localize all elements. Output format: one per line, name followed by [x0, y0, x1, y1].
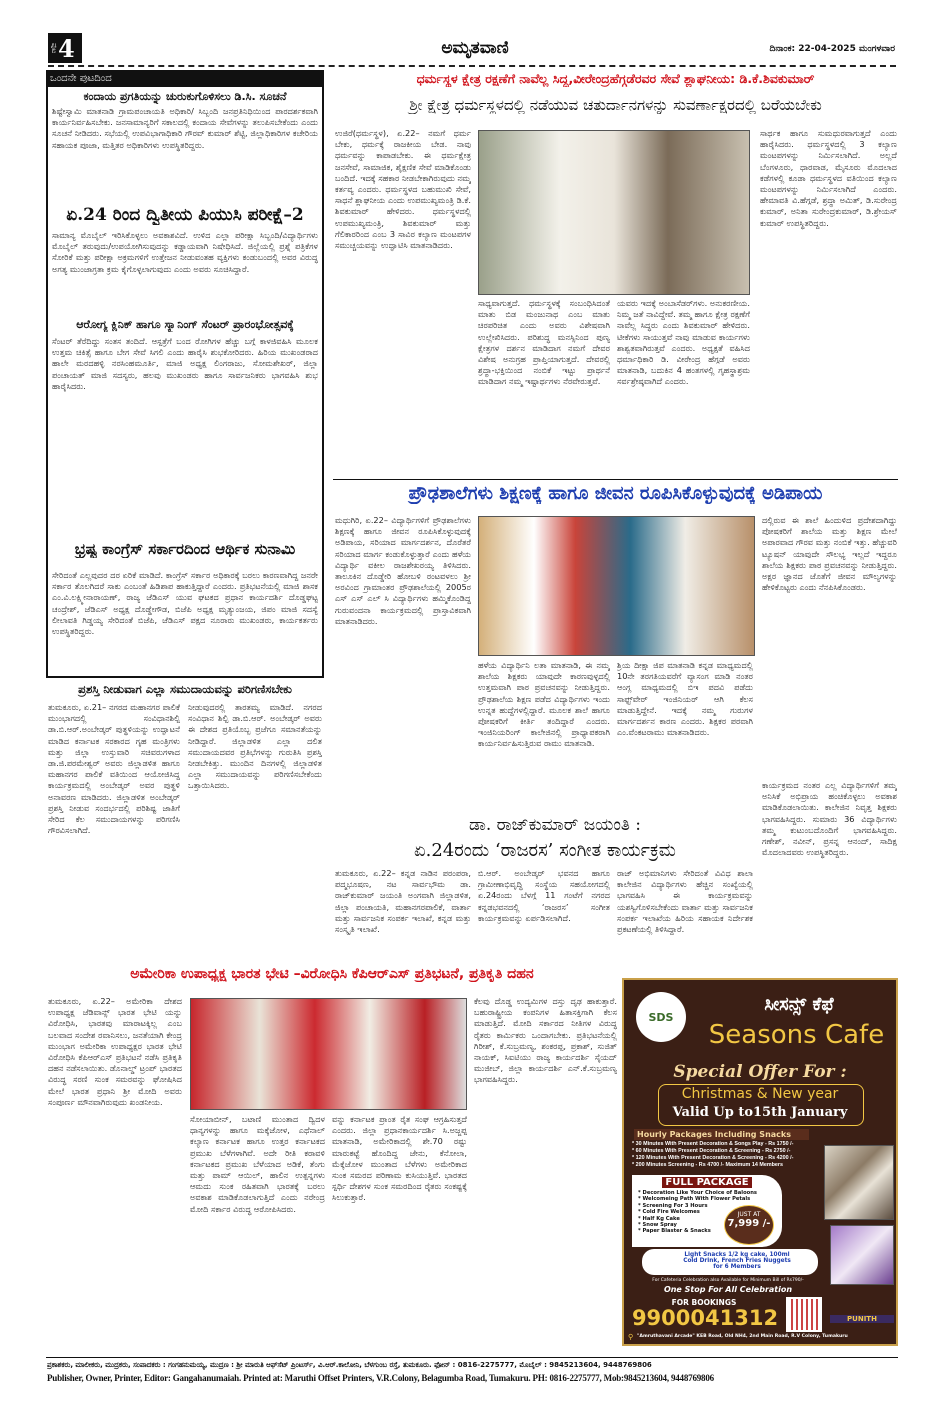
- price-badge: JUST AT 7,999 /-: [724, 1205, 774, 1245]
- bookings-label: FOR BOOKINGS: [671, 1298, 737, 1307]
- article-body: ನೀಡುವುದರಲ್ಲಿ ತಾರತಮ್ಯ ಮಾಡಿದೆ. ನಗರದ ಸಂವಿಧಾನ ಶಿಲ್ಪಿ ಡಾ.ಬಿ.ಆರ್. ಅಂಬೇಡ್ಕರ್ ಅವರು ಈ ದೇಶದ ಪ್ರತಿಯೊಬ್ಬ ಪ್ರಜೆಗೂ ಸಮಾನತೆಯನ್ನು ನೀಡಿದ್ದಾರೆ. ಜಿಲ್ಲಾಡಳಿತ ಎಲ್ಲಾ ದಲಿತ ಸಮುದಾಯದವರ ಪ್ರತಿಭೆಗಳನ್ನು ಗುರುತಿಸಿ ಪ್ರಶಸ್ತಿ ನೀಡಬೇಕಿತ್ತು. ಮುಂದಿನ ದಿನಗಳಲ್ಲಿ ಜಿಲ್ಲಾಡಳಿತ ಎಲ್ಲಾ ಸಮುದಾಯವನ್ನು ಪರಿಗಣಿಸಬೇಕೆಂದು ಒತ್ತಾಯಿಸಿದರು.: [188, 702, 322, 791]
- article-body: ಮಧುಗಿರಿ, ಏ.22– ವಿದ್ಯಾರ್ಥಿಗಳಿಗೆ ಪ್ರೌಢಶಾಲೆಗಳು ಶಿಕ್ಷಣಕ್ಕೆ ಹಾಗೂ ಜೀವನ ರೂಪಿಸಿಕೊಳ್ಳುವುದಕ್ಕೆ ಅಡಿಪಾಯ, ಸರಿಯಾದ ಮಾರ್ಗದರ್ಶನ, ದೊರೆತರೆ ಸರಿಯಾದ ಮಾರ್ಗ ಕಂಡುಕೊಳ್ಳುತ್ತಾರೆ ಎಂದು ಹಳೆಯ ವಿದ್ಯಾರ್ಥಿ ವಕೀಲ ರಾಜಶೇಖರಯ್ಯ ತಿಳಿಸಿದರು. ತಾಲೂಕಿನ ದೊಡ್ಡೇರಿ ಹೋಬಳಿ ರಂಟವಳಲು ಶ್ರೀ ಅರವಿಂದ ಗ್ರಾಮಾಂತರ ಪ್ರೌಢಶಾಲೆಯಲ್ಲಿ 2005ರ ಎಸ್ ಎಸ್ ಎಲ್ ಸಿ ವಿದ್ಯಾರ್ಥಿಗಳು ಹಮ್ಮಿಕೊಂಡಿದ್ದ ಗುರುವಂದನಾ ಕಾರ್ಯಕ್ರಮದಲ್ಲಿ ಪ್ರಾಸ್ತಾವಿಕವಾಗಿ ಮಾತನಾಡಿದರು.: [335, 515, 471, 626]
- hourly-title: Hourly Packages Including Snacks: [634, 1129, 809, 1140]
- address: "Amruthavani Arcade" KEB Road, Old NH4, 2nd Main Road, R.V Colony, Tumakuru: [637, 1334, 848, 1339]
- article-body: ದಲ್ಲಿರುವ ಈ ಶಾಲೆ ಹಿಂದುಳಿದ ಪ್ರದೇಶದಾಗಿದ್ದು ಪೋಷಕರಿಗೆ ಶಾಲೆಯ ಮತ್ತು ಶಿಕ್ಷಣ ಮೇಲೆ ಅಪಾರವಾದ ಗೌರವ ಮತ್ತು ನಂಬಿಕೆ ಇತ್ತು. ಹೆಚ್ಚುವರಿ ಟ್ಯೂಷನ್ ಯಾವುದೇ ಸೌಲಭ್ಯ ಇಲ್ಲದೆ ಇದ್ದರೂ ಶಾಲೆಯ ಶಿಕ್ಷಕರು ಪಾಠ ಪ್ರವಚನವನ್ನು ನೀಡುತ್ತಿದ್ದರು. ಅಕ್ಷರ ಜ್ಞಾನದ ಜೊತೆಗೆ ಜೀವನ ಮೌಲ್ಯಗಳನ್ನು ಹೇಳಿಕೊಟ್ಟರು ಎಂದು ನೆನಪಿಸಿಕೊಂಡರು.: [762, 515, 897, 593]
- raj-headline-2: ಏ.24ರಂದು ‘ರಾಜರಸ’ ಸಂಗೀತ ಕಾರ್ಯಕ್ರಮ: [414, 840, 676, 861]
- article-body: ಶ್ರಿಯ ದೀಕ್ಷಾ ಜಿಪ ಮಾತನಾಡಿ ಕನ್ನಡ ಮಾಧ್ಯಮದಲ್ಲಿ 10ನೇ ತರಗತಿಯವರೆಗೆ ವ್ಯಾಸಂಗ ಮಾಡಿ ನಂತರ ಆಂಗ್ಲ ಮಾಧ್ಯಮದಲ್ಲಿ ಬಿಇ ಪದವಿ ಪಡೆದು ಸಾಫ್ಟ್‌ವೇರ್ ಇಂಜಿನಿಯರ್ ಆಗಿ ಕೆಲಸ ಮಾಡುತ್ತಿದ್ದೇನೆ. ಇದಕ್ಕೆ ನಮ್ಮ ಗುರುಗಳ ಮಾರ್ಗದರ್ಶನ ಕಾರಣ ಎಂದರು. ಶಿಕ್ಷಕರ ಪರವಾಗಿ ಎಂ.ವೆಂಕಟರಾಮು ಮಾತನಾಡಿದರು.: [617, 660, 753, 738]
- snacks-box: Light Snacks 1/2 kg cake, 100ml Cold Drink, French Fries Nuggets for 6 Members: [642, 1249, 818, 1275]
- venue-photo: [824, 1145, 894, 1220]
- footer-kannada: ಪ್ರಕಾಶಕರು, ಮಾಲೀಕರು, ಮುದ್ರಕರು, ಸಂಪಾದಕರು : ಗಂಗಹನುಮಯ್ಯ, ಮುದ್ರಣ : ಶ್ರೀ ಮಾರುತಿ ಆಫ್‌ಸೆಟ್ ಪ್ರಿಂಟರ್ಸ್, ವಿ.ಆರ್.ಕಾಲೋನಿ, ಬೆಳಗುಂಬ ರಸ್ತೆ, ತುಮಕೂರು. ಫೋನ್ : 0816-2275777, ಮೊಬೈಲ್ : 9845213604, 9448769806: [47, 1361, 652, 1369]
- page-number: 4: [58, 33, 75, 63]
- headline: ಭ್ರಷ್ಟ ಕಾಂಗ್ರೆಸ್ ಸರ್ಕಾರದಿಂದ ಆರ್ಥಿಕ ಸುನಾಮಿ: [74, 540, 296, 558]
- page-number-box: [48, 33, 82, 63]
- usa-headline: ಅಮೇರಿಕಾ ಉಪಾಧ್ಯಕ್ಷ ಭಾರತ ಭೇಟಿ –ವಿರೋಧಿಸಿ ಕೆಪಿಆರ್‌ಎಸ್ ಪ್ರತಿಭಟನೆ, ಪ್ರತಿಕೃತಿ ದಹನ: [130, 966, 534, 982]
- lead-headline: ಧರ್ಮಸ್ಥಳ ಕ್ಷೇತ್ರ ರಕ್ಷಣೆಗೆ ನಾವೆಲ್ಲ ಸಿದ್ಧ,ವೀರೇಂದ್ರಹೆಗ್ಗಡೆರವರ ಸೇವೆ ಶ್ಲಾಘನೀಯ: ಡಿ.ಕೆ.ಶಿವಕುಮಾರ್: [416, 71, 815, 86]
- article-body: ಸೋಯಾಬೀನ್, ಬಟಾಣಿ ಮುಂತಾದ ದ್ವಿದಳ ಧಾನ್ಯಗಳನ್ನು ಹಾಗೂ ಮಕ್ಕೆಜೋಳ, ಎಥೆನಾಲ್ ಕಲ್ಯಾಣ ಕರ್ನಾಟಕ ಹಾಗೂ ಉತ್ತರ ಕರ್ನಾಟಕದ ಪ್ರಮುಖ ಬೆಳೆಗಳಾಗಿವೆ. ಅದೇ ರೀತಿ ಕರಾವಳಿ ಕರ್ನಾಟಕದ ಪ್ರಮುಖ ಬೆಳೆಯಾದ ಅಡಿಕೆ, ತೆಂಗು ಮತ್ತು ಪಾಮ್ ಆಯಿಲ್, ಹಾಲಿನ ಉತ್ಪನ್ನಗಳು ಆಮದು ಸುಂಕ ರಹಿತವಾಗಿ ಭಾರತಕ್ಕೆ ಬರಲು ಅವಕಾಶ ಮಾಡಿಕೊಡಲಾಗುತ್ತಿದೆ ಎಂದು ನರೇಂದ್ರ ಮೋದಿ ಸರ್ಕಾರ ವಿರುದ್ಧ ಆರೋಪಿಸಿದರು.: [190, 1114, 325, 1214]
- offer-title: Special Offer For :: [673, 1062, 847, 1082]
- full-package-title: FULL PACKAGE: [662, 1177, 752, 1188]
- cafe-logo: SDS: [636, 992, 686, 1042]
- article-body: ಯವರು ಇದಕ್ಕೆ ಅಂಬಾಸೆಡರ್‌ಗಳು. ಅನುಕರಣೀಯ. ನಿಮ್ಮ ಜತೆ ನಾವಿದ್ದೇವೆ. ತಮ್ಮ ಹಾಗೂ ಕ್ಷೇತ್ರ ರಕ್ಷಣೆಗೆ ನಾವೆಲ್ಲ ಸಿದ್ಧರು ಎಂದು ಶಿವಕುಮಾರ್ ಹೇಳಿದರು. ಟೀಕೆಗಳು ಸಾಯುತ್ತವೆ ನಾವು ಮಾಡುವ ಕಾರ್ಯಗಳು ಶಾಶ್ವತವಾಗಿರುತ್ತವೆ ಎಂದರು. ಅಧ್ಯಕ್ಷತೆ ವಹಿಸಿದ ಧರ್ಮಾಧಿಕಾರಿ ಡಿ. ವೀರೇಂದ್ರ ಹೆಗ್ಗಡೆ ಅವರು ಮಾತನಾಡಿ, ಬದುಕಿನ 4 ಹಂತಗಳಲ್ಲಿ ಗೃಹಸ್ಥಾಶ್ರಮ ಸರ್ವಶ್ರೇಷ್ಠವಾಗಿದೆ ಎಂದರು.: [617, 298, 750, 387]
- footer-divider: [46, 1357, 898, 1358]
- article-body: ಶಿಷ್ಟೇಸ್ವಾಮಿ ಮಾತನಾಡಿ ಗ್ರಾಮಪಂಚಾಯತಿ ಅಧಿಕಾರಿ/ ಸಿಬ್ಬಂದಿ ಜನಪ್ರತಿನಿಧಿಯಿಂದ ಪಾರದರ್ಶಕವಾಗಿ ಕಾರ್ಯನಿರ್ವಹಿಸಬೇಕು. ಜನಸಾಮಾನ್ಯರಿಗೆ ಸಕಾಲದಲ್ಲಿ ಕಂದಾಯ ಸೇವೆಗಳನ್ನು ತಲುಪಿಸಬೇಕೆಂದು ಎಂದು ಸೂಚನೆ ನೀಡಿದರು. ಸಭೆಯಲ್ಲಿ ಉಪವಿಭಾಗಾಧಿಕಾರಿ ಗೌರವ್ ಕುಮಾರ್ ಶೆಟ್ಟಿ, ಜಿಲ್ಲಾಧಿಕಾರಿಗಳ ಕಚೇರಿಯ ಸಹಾಯಕ ಪೂಜಾ, ಮತ್ತಿತರ ಅಧಿಕಾರಿಗಳು ಉಪಸ್ಥಿತರಿದ್ದರು.: [52, 106, 318, 150]
- protest-photo: [190, 998, 467, 1110]
- article-body: ತುಮಕೂರು, ಏ.22– ಅಮೇರಿಕಾ ದೇಶದ ಉಪಾಧ್ಯಕ್ಷ ಜೆಡಿವಾನ್ಸ್ ಭಾರತ ಭೇಟಿ ಯನ್ನು ವಿರೋಧಿಸಿ, ಭಾರತವು ಮಾರಾಟಕ್ಕಿಲ್ಲ ಎಂಬ ಬಲವಾದ ಸಂದೇಶ ರವಾನಿಸಲು, ಜನತೆಯಾಗಿ ಕೇಂದ್ರ ಮುಂಭಾಗ ಅಮೇರಿಕಾ ಉಪಾಧ್ಯಕ್ಷರ ಭಾರತ ಭೇಟಿ ವಿರೋಧಿಸಿ ಕೆಪಿಆರ್‌ಎಸ್ ಪ್ರತಿಭಟನೆ ನಡೆಸಿ ಪ್ರತಿಕೃತಿ ದಹನ ನಡೆಸಲಾಯಿತು. ಡೊನಾಲ್ಡ್ ಟ್ರಂಪ್ ಭಾರತದ ವಿರುದ್ಧ ಸರಣಿ ಸುಂಕ ಸಮರವನ್ನು ಘೋಷಿಸಿದ ಮೇಲೆ ಭಾರತ ಪ್ರಧಾನಿ ಶ್ರೀ ಮೋದಿ ಅವರು ಸಂಪೂರ್ಣ ಮೌನವಾಗಿರುವುದು ಖಂಡನೀಯ.: [48, 996, 182, 1107]
- article-body: ಸಾಮಾನ್ಯ ಮೊಬೈಲ್ ಇರಿಸಿಕೊಳ್ಳಲು ಅವಕಾಶವಿದೆ. ಉಳಿದ ಎಲ್ಲಾ ಪರೀಕ್ಷಾ ಸಿಬ್ಬಂದಿ/ವಿದ್ಯಾರ್ಥಿಗಳು ಮೊಬೈಲ್ ತರುವುದು/ಉಪಯೋಗಿಸುವುದನ್ನು ಕಡ್ಡಾಯವಾಗಿ ನಿಷೇಧಿಸಿದೆ. ಜಿಲ್ಲೆಯಲ್ಲಿ ಪ್ರಶ್ನೆ ಪತ್ರಿಕೆಗಳ ಸೋರಿಕೆ ಮತ್ತು ಪರೀಕ್ಷಾ ಅಕ್ರಮಗಳಿಗೆ ಉತ್ತೇಜನ ನೀಡುವಂತಹ ವ್ಯಕ್ತಿಗಳು ಕಂಡುಬಂದಲ್ಲಿ ಅವರ ವಿರುದ್ಧ ಅಗತ್ಯ ಮುಂಜಾಗ್ರತಾ ಕ್ರಮ ಕೈಗೊಳ್ಳಲಾಗುವುದು ಎಂದು ಅವರು ಸೂಚಿಸಿದ್ದಾರೆ.: [52, 230, 318, 274]
- school-photo: [478, 516, 755, 656]
- header-divider: [48, 65, 896, 67]
- qr-code[interactable]: [786, 1297, 822, 1332]
- article-body: ವನ್ನು ಕರ್ನಾಟಕ ಪ್ರಾಂತ ರೈತ ಸಂಘ ಆಗ್ರಹಿಸುತ್ತದೆ ಎಂದರು. ಜಿಲ್ಲಾ ಪ್ರಧಾನಕಾರ್ಯದರ್ಶಿ ಸಿ.ಅಜ್ಜಪ್ಪ ಮಾತನಾಡಿ, ಅಮೇರಿಕಾದಲ್ಲಿ ಶೇ.70 ರಷ್ಟು ಮಾರುಕಟ್ಟೆ ಹೊಂದಿದ್ದ ಜೇನು, ಕೆನೋಲಾ, ಮೆಕ್ಕೆಜೋಳ ಮುಂತಾದ ಬೆಳೆಗಳು ಅಮೇರಿಕಾದ ಸುಂಕ ಸಮರದ ಪರಿಣಾಮ ಕುಸಿಯುತ್ತಿವೆ. ಭಾರತದ ಸ್ಪರ್ಧಿ ದೇಶಗಳ ಸುಂಕ ಸಮರದಿಂದ ರೈತರು ಸಂಕಷ್ಟಕ್ಕೆ ಸಿಲುಕುತ್ತಾರೆ.: [332, 1114, 467, 1203]
- issue-date: ದಿನಾಂಕ: 22-04-2025 ಮಂಗಳವಾರ: [769, 44, 895, 54]
- raj-headline-1: ಡಾ. ರಾಜ್‌ಕುಮಾರ್ ಜಯಂತಿ :: [469, 815, 641, 835]
- location-icon: ⚲: [628, 1333, 634, 1341]
- tagline: One Stop For All Celebration: [663, 1285, 793, 1294]
- section-divider: [333, 479, 898, 480]
- headline: ಪ್ರಶಸ್ತಿ ನೀಡುವಾಗ ಎಲ್ಲಾ ಸಮುದಾಯವನ್ನು ಪರಿಗಣಿಸಬೇಕು: [78, 682, 292, 696]
- article-body: ಕಾರ್ಯಕ್ರಮದ ನಂತರ ಎಲ್ಲ ವಿದ್ಯಾರ್ಥಿಗಳಿಗೆ ತಮ್ಮ ಅನಿಸಿಕೆ ಅಭಿಪ್ರಾಯ ಹಂಚಿಕೊಳ್ಳಲು ಅವಕಾಶ ಮಾಡಿಕೊಡಲಾಯಿತು. ಕಾಲೇಜಿನ ನಿವೃತ್ತ ಶಿಕ್ಷಕರು ಭಾಗವಹಿಸಿದ್ದರು. ಸುಮಾರು 36 ವಿದ್ಯಾರ್ಥಿಗಳು ತಮ್ಮ ಕುಟುಂಬದೊಂದಿಗೆ ಭಾಗವಹಿಸಿದ್ದರು. ಗಣೇಶ್, ನವೀನ್, ಪ್ರಸನ್ನ ಆನಂದ್, ಸಾದಿಕ್ಷ ಮೊದಲಾದವರು ಉಪಸ್ಥಿತರಿದ್ದರು.: [762, 780, 897, 858]
- lead-subheadline: ಶ್ರೀ ಕ್ಷೇತ್ರ ಧರ್ಮಸ್ಥಳದಲ್ಲಿ ನಡೆಯುವ ಚತುರ್ದಾನಗಳನ್ನು ಸುವರ್ಣಾಕ್ಷರದಲ್ಲಿ ಬರೆಯಬೇಕು: [409, 96, 822, 114]
- headline: ಕಂದಾಯ ಪ್ರಗತಿಯನ್ನು ಚುರುಕುಗೊಳಿಸಲು ಡಿ.ಸಿ. ಸೂಚನೆ: [83, 90, 287, 103]
- school-headline: ಪ್ರೌಢಶಾಲೆಗಳು ಶಿಕ್ಷಣಕ್ಕೆ ಹಾಗೂ ಜೀವನ ರೂಪಿಸಿಕೊಳ್ಳುವುದಕ್ಕೆ ಅಡಿಪಾಯ: [408, 483, 823, 504]
- paper-name: ಅಮೃತವಾಣಿ: [441, 38, 509, 58]
- validity: Valid Up to15th January: [672, 1105, 848, 1120]
- full-package-list: * Decoration Like Your Choice of Baloons * Welcomeing Path With Flower Petals * Screening For 3 Hours * Cold Fire Welcomes * Half Kg Cake * Snow Spray * Paper Blaster & Snacks: [638, 1190, 757, 1235]
- article-body: ತುಮಕೂರು, ಏ.21– ನಗರದ ಮಹಾನಗರ ಪಾಲಿಕೆ ಮುಂಭಾಗದಲ್ಲಿ ಸಂವಿಧಾನಶಿಲ್ಪಿ ಡಾ.ಬಿ.ಆರ್.ಅಂಬೇಡ್ಕರ್ ಪುತ್ಥಳಿಯನ್ನು ಉದ್ಘಾಟನೆ ಮಾಡಿದ ಕರ್ನಾಟಕ ಸರಕಾರದ ಗೃಹ ಮಂತ್ರಿಗಳು ಮತ್ತು ಜಿಲ್ಲಾ ಉಸ್ತುವಾರಿ ಸಚಿವರುಗಳಾದ ಡಾ.ಜಿ.ಪರಮೇಶ್ವರ್ ಅವರು ಜಿಲ್ಲಾಡಳಿತ ಹಾಗೂ ಮಹಾನಗರ ಪಾಲಿಕೆ ವತಿಯಿಂದ ಆಯೋಜಿಸಿದ್ದ ಕಾರ್ಯಕ್ರಮದಲ್ಲಿ ಅಂಬೇಡ್ಕರ್ ಅವರ ಪುತ್ಥಳಿ ಅನಾವರಣ ಮಾಡಿದರು. ಜಿಲ್ಲಾಡಳಿತ ಅಂಬೇಡ್ಕರ್ ಪ್ರಶಸ್ತಿ ನೀಡುವ ಸಂದರ್ಭದಲ್ಲಿ ಪರಿಶಿಷ್ಟ ಜಾತಿಗೆ ಸೇರಿದ ಕೆಲ ಸಮುದಾಯಗಳನ್ನು ಪರಿಗಣಿಸಿ ಗೌರವಿಸಲಾಗಿದೆ.: [48, 702, 180, 836]
- headline: ಆರೋಗ್ಯ ಕ್ಲಿನಿಕ್ ಹಾಗೂ ಸ್ಕ್ಯಾನಿಂಗ್ ಸೆಂಟರ್ ಪ್ರಾರಂಭೋತ್ಸವಕ್ಕೆ: [76, 318, 294, 331]
- booking-phone[interactable]: 9900041312: [631, 1306, 779, 1330]
- photo-label: PUNITH: [830, 1315, 894, 1323]
- seasons-cafe-ad[interactable]: [622, 978, 898, 1346]
- article-body: ಸಾಧ್ಯವಾಗುತ್ತದೆ. ಧರ್ಮಸ್ಥಳಕ್ಕೆ ಸಂಬಂಧಿಸಿದಂತೆ ಮಾತು ಬಿಡ ಮಂಜುನಾಥ ಎಂಬ ಮಾತು ಚಿರಪರಿಚಿತ ಎಂದು ಅವರು ವಿಶೇಷವಾಗಿ ಉಲ್ಲೇಖಿಸಿದರು. ಪರಿಶುದ್ಧ ಮನಸ್ಸಿನಿಂದ ಪುಣ್ಯ ಕ್ಷೇತ್ರಗಳ ದರ್ಶನ ಮಾಡಿದಾಗ ನಮಗೆ ದೇವರ ವಿಶೇಷ ಅನುಗ್ರಹ ಪ್ರಾಪ್ತಿಯಾಗುತ್ತದೆ. ದೇವರಲ್ಲಿ ಶ್ರದ್ಧಾ-ಭಕ್ತಿಯಿಂದ ನಂಬಿಕೆ ಇಟ್ಟು ಪ್ರಾರ್ಥನೆ ಮಾಡಿದಾಗ ನಮ್ಮ ಇಷ್ಟಾರ್ಥಗಳು ನೆರವೇರುತ್ತವೆ.: [478, 298, 610, 387]
- article-body: ರಾಜ್ ಅಭಿಮಾನಿಗಳು ಸೇರಿದಂತೆ ವಿವಿಧ ಶಾಲಾ ಕಾಲೇಜಿನ ವಿದ್ಯಾರ್ಥಿಗಳು ಹೆಚ್ಚಿನ ಸಂಖ್ಯೆಯಲ್ಲಿ ಭಾಗವಹಿಸಿ ಈ ಕಾರ್ಯಕ್ರಮವನ್ನು ಯಶಸ್ವಿಗೊಳಿಸಬೇಕೆಂದು ವಾರ್ತಾ ಮತ್ತು ಸಾರ್ವಜನಿಕ ಸಂಪರ್ಕ ಇಲಾಖೆಯ ಹಿರಿಯ ಸಹಾಯಕ ನಿರ್ದೇಶಕ ಪ್ರಕಟಣೆಯಲ್ಲಿ ತಿಳಿಸಿದ್ದಾರೆ.: [617, 868, 753, 935]
- balloon-photo: [830, 1225, 894, 1285]
- article-body: ಸಾರ್ಥಕ ಹಾಗೂ ಸುಮಧುರವಾಗುತ್ತದೆ ಎಂದು ಹಾರೈಸಿದರು. ಧರ್ಮಸ್ಥಳದಲ್ಲಿ 3 ಕಲ್ಯಾಣ ಮಂಟಪಗಳನ್ನು ನಿರ್ಮಿಸಲಾಗಿದೆ. ಅಲ್ಲದೆ ಬೆಂಗಳೂರು, ಧಾರವಾಡ, ಮೈಸೂರು ಮೊದಲಾದ ಕಡೆಗಳಲ್ಲಿ ಕೂಡಾ ಧರ್ಮಸ್ಥಳದ ವತಿಯಿಂದ ಕಲ್ಯಾಣ ಮಂಟಪಗಳನ್ನು ನಿರ್ಮಿಸಲಾಗಿದೆ ಎಂದರು. ಹೇಮಾವತಿ ವಿ.ಹೆಗ್ಗಡೆ, ಶ್ರದ್ಧಾ ಅಮಿತ್, ಡಿ.ಸುರೇಂದ್ರ ಕುಮಾರ್, ಅನಿತಾ ಸುರೇಂದ್ರಕುಮಾರ್, ಡಿ.ಶ್ರೇಯಸ್ ಕುಮಾರ್ ಉಪಸ್ಥಿತರಿದ್ದರು.: [760, 128, 897, 228]
- occasion: Christmas & New year: [681, 1086, 839, 1102]
- article-body: ಸೇರಿದಂತೆ ಎಲ್ಲವುದರ ದರ ಏರಿಕೆ ಮಾಡಿದೆ. ಕಾಂಗ್ರೆಸ್ ಸರ್ಕಾರ ಅಧಿಕಾರಕ್ಕೆ ಬರಲು ಕಾರಣವಾಗಿದ್ದ ಜನರೇ ಸರ್ಕಾರ ತೊಲಗಿದರೆ ಸಾಕು ಎಂಬಂತೆ ಹಿಡಿಶಾಪ ಹಾಕುತ್ತಿದ್ದಾರೆ ಎಂದರು. ಪ್ರತಿಭಟನೆಯಲ್ಲಿ ಮಾಜಿ ಶಾಸಕ ಎಂ.ವಿ.ಲಕ್ಷ್ಮೀನಾರಾಯಣ್, ರಾಜ್ಯ ಜೆಡಿಎಸ್ ಯುವ ಘಟಕದ ಪ್ರಧಾನ ಕಾರ್ಯದರ್ಶಿ ದೊಡ್ಡಘಟ್ಟ ಚಂದ್ರೇಶ್, ಜೆಡಿಎಸ್ ಅಧ್ಯಕ್ಷ ದೊಡ್ಡೇಗೌಡ, ಬಿಜೆಪಿ ಅಧ್ಯಕ್ಷ ಮೃತ್ಯುಂಜಯ, ಜಿಪಂ ಮಾಜಿ ಸದಸ್ಯೆ ಲೀಲಾವತಿ ಗಿಡ್ಡಯ್ಯ ಸೇರಿದಂತೆ ಬಿಜೆಪಿ, ಜೆಡಿಎಸ್ ಪಕ್ಷದ ನೂರಾರು ಮುಖಂಡರು, ಕಾರ್ಯಕರ್ತರು ಉಪಸ್ಥಿತರಿದ್ದರು.: [52, 570, 318, 637]
- headline: ಏ.24 ರಿಂದ ದ್ವಿತೀಯ ಪಿಯುಸಿ ಪರೀಕ್ಷೆ–2: [66, 205, 304, 225]
- article-body: ಬಿ.ಆರ್. ಅಂಬೇಡ್ಕರ್ ಭವನದ ಹಾಗೂ ಗ್ರಾಮೀಣಾಭಿವೃದ್ಧಿ ಸಂಸ್ಥೆಯ ಸಹಯೋಗದಲ್ಲಿ ಏ.24ರಂದು ಬೆಳಗ್ಗೆ 11 ಗಂಟೆಗೆ ನಗರದ ಕನ್ನಡಭವನದಲ್ಲಿ ‘ರಾಜರಸ’ ಸಂಗೀತ ಕಾರ್ಯಕ್ರಮವನ್ನು ಏರ್ಪಡಿಸಲಾಗಿದೆ.: [478, 868, 610, 923]
- article-body: ಉಜಿರೆ(ಧರ್ಮಸ್ಥಳ), ಏ.22– ನಮಗೆ ಧರ್ಮ ಬೇಕು, ಧರ್ಮಕ್ಕೆ ರಾಜಕೀಯ ಬೇಡ. ನಾವು ಧರ್ಮವನ್ನು ಕಾಪಾಡಬೇಕು. ಈ ಧರ್ಮಕ್ಷೇತ್ರ ಜನಸೇವೆ, ಸಾಮಾಜಿಕ, ಶೈಕ್ಷಣಿಕ ಸೇವೆ ಮಾಡಿಕೊಂಡು ಬಂದಿದೆ. ಇದಕ್ಕೆ ಸಹಕಾರ ನೀಡಬೇಕಾಗಿರುವುದು ನಮ್ಮ ಕರ್ತವ್ಯ ಎಂದರು. ಧರ್ಮಸ್ಥಳದ ಬಹುಮುಖಿ ಸೇವೆ, ಸಾಧನೆ ಶ್ಲಾಘನೀಯ ಎಂದು ಉಪಮುಖ್ಯಮಂತ್ರಿ ಡಿ.ಕೆ. ಶಿವಕುಮಾರ್ ಹೇಳಿದರು. ಧರ್ಮಸ್ಥಳದಲ್ಲಿ ಉಪಮುಖ್ಯಮಂತ್ರಿ, ಶಿವಕುಮಾರ್ ಮತ್ತು ಗೆಲಿಕಾರರಿಂದ ಎಂಬ 3 ಸಾವಿರ ಕಲ್ಯಾಣ ಮಂಟಪಗಳ ಸಮುಚ್ಚಯವನ್ನು ಉದ್ಘಾಟಿಸಿ ಮಾತನಾಡಿದರು.: [335, 128, 471, 251]
- article-body: ತುಮಕೂರು, ಏ.22– ಕನ್ನಡ ನಾಡಿನ ಪರಂಪರಾ, ಪದ್ಮಭೂಷಣ, ನಟ ಸಾರ್ವಭೌಮ ಡಾ. ರಾಜ್‌ಕುಮಾರ್ ಜಯಂತಿ ಅಂಗವಾಗಿ ಜಿಲ್ಲಾಡಳಿತ, ಜಿಲ್ಲಾ ಪಂಚಾಯತಿ, ಮಹಾನಗರಪಾಲಿಕೆ, ವಾರ್ತಾ ಮತ್ತು ಸಾರ್ವಜನಿಕ ಸಂಪರ್ಕ ಇಲಾಖೆ, ಕನ್ನಡ ಮತ್ತು ಸಂಸ್ಕೃತಿ ಇಲಾಖೆ.: [335, 868, 471, 935]
- article-body: ಕೆಲವು ದೊಡ್ಡ ಉದ್ಯಮಿಗಳ ದಸ್ತು ದೃಢ ಹಾಕುತ್ತಾರೆ. ಬಹುರಾಷ್ಟ್ರೀಯ ಕಂಪನಿಗಳ ಹಿತಾಸಕ್ತಿಗಾಗಿ ಕೆಲಸ ಮಾಡುತ್ತಿದೆ. ಮೋದಿ ಸರ್ಕಾರದ ನೀತಿಗಳ ವಿರುದ್ಧ ರೈತರು ಕಾರ್ಮಿಕರು ಒಂದಾಗಬೇಕು. ಪ್ರತಿಭಟನೆಯಲ್ಲಿ ಗಿರೀಶ್, ಕೆ.ಸುಬ್ರಮಣ್ಯ, ಶಂಕರಪ್ಪ, ಪ್ರಕಾಶ್, ಸುಜಿತ್ ನಾಯಕ್, ಸಿಐಟಿಯು ರಾಜ್ಯ ಕಾರ್ಯದರ್ಶಿ ಸೈಯದ್ ಮುಜೀಬ್, ಜಿಲ್ಲಾ ಕಾರ್ಯದರ್ಶಿ ಎನ್.ಕೆ.ಸುಬ್ರಮಣ್ಯ ಭಾಗವಹಿಸಿದ್ದರು.: [474, 996, 617, 1085]
- article-body: ಸೆಂಟರ್ ತೆರೆದಿದ್ದು ಸಂತಸ ತಂದಿದೆ. ಆಸ್ಪತ್ರೆಗೆ ಬಂದ ರೋಗಿಗಳ ಹೆಚ್ಚು ಬಗ್ಗೆ ಕಾಳಜಿವಹಿಸಿ ಮೂಲಕ ಉತ್ತಮ ಚಿಕಿತ್ಸೆ ಹಾಗೂ ಬೇಗ ಸೇವೆ ಸಿಗಲಿ ಎಂದು ಹಾರೈಸಿ ಶುಭಕೋರಿದರು. ಹಿರಿಯ ಮುಖಂಡರಾದ ಹಾಲೇ ಮರದಹಳ್ಳಿ ನರಸಿಂಹಮೂರ್ತಿ, ಮಾಜಿ ಅಧ್ಯಕ್ಷ ಲಿಂಗರಾಜು, ಸೋಮಶೇಖರ್, ಜಿಲ್ಲಾ ಪಂಚಾಯತ್ ಮಾಜಿ ಸದಸ್ಯರು, ಹಲವು ಮುಖಂಡರು ಹಾಗೂ ಸಾರ್ವಜನಿಕರು ಭಾಗವಹಿಸಿ ಶುಭ ಹಾರೈಸಿದರು.: [52, 336, 318, 391]
- lead-photo: [478, 130, 750, 295]
- page-label: ಪುಟ: [50, 42, 58, 54]
- hourly-list: * 30 Minutes With Present Decoration & Songs Play - Rs 1750 /- * 60 Minutes With Present Decoration & Screening - Rs 2750 /- * 120 Minutes With Present Decoration & Screening - Rs 4200 /- * 200 Minutes Screening - Rs 4700 /- Maximum 14 Members: [632, 1141, 794, 1168]
- footer-english: Publisher, Owner, Printer, Editor: Gangahanumaiah. Printed at: Maruthi Offset Printers, V.R.Colony, Belagumba Road, Tumakuru. PH: 0816-2275777, Mob:9845213604, 9448769806: [47, 1373, 714, 1383]
- cafe-name-kannada: ಸೀಸನ್ಸ್ ಕೆಫೆ: [764, 994, 834, 1015]
- article-body: ಹಳೆಯ ವಿದ್ಯಾರ್ಥಿನಿ ಲತಾ ಮಾತನಾಡಿ, ಈ ನಮ್ಮ ಶಾಲೆಯ ಶಿಕ್ಷಕರು ಯಾವುದೇ ಕಾರಣವುಳ್ಳದಲ್ಲಿ ಉತ್ತಮವಾಗಿ ಪಾಠ ಪ್ರವಚನವನ್ನು ನೀಡುತ್ತಿದ್ದರು. ಪ್ರೌಢಶಾಲೆಯ ಶಿಕ್ಷಣ ಪಡೆದ ವಿದ್ಯಾರ್ಥಿಗಳು ಇಂದು ಉನ್ನತ ಹುದ್ದೆಗಳಲ್ಲಿದ್ದಾರೆ. ಮೂಲಕ ಶಾಲೆ ಹಾಗೂ ಪೋಷಕರಿಗೆ ಕೀರ್ತಿ ತಂದಿದ್ದಾರೆ ಎಂದರು. ಇಂಜಿನಿಯರಿಂಗ್ ಕಾಲೇಜಿನಲ್ಲಿ ಪ್ರಾಧ್ಯಾಪಕರಾಗಿ ಕಾರ್ಯನಿರ್ವಹಿಸುತ್ತಿರುವ ರಾಮು ಮಾತನಾಡಿ.: [478, 660, 610, 749]
- continued-label: ಒಂದನೇ ಪುಟದಿಂದ: [47, 71, 323, 87]
- cafeteria-note: For Cafeteria Celebration also Available for Minimum Bill of Rs790/-: [652, 1278, 804, 1283]
- cafe-name: Seasons Cafe: [708, 1020, 885, 1050]
